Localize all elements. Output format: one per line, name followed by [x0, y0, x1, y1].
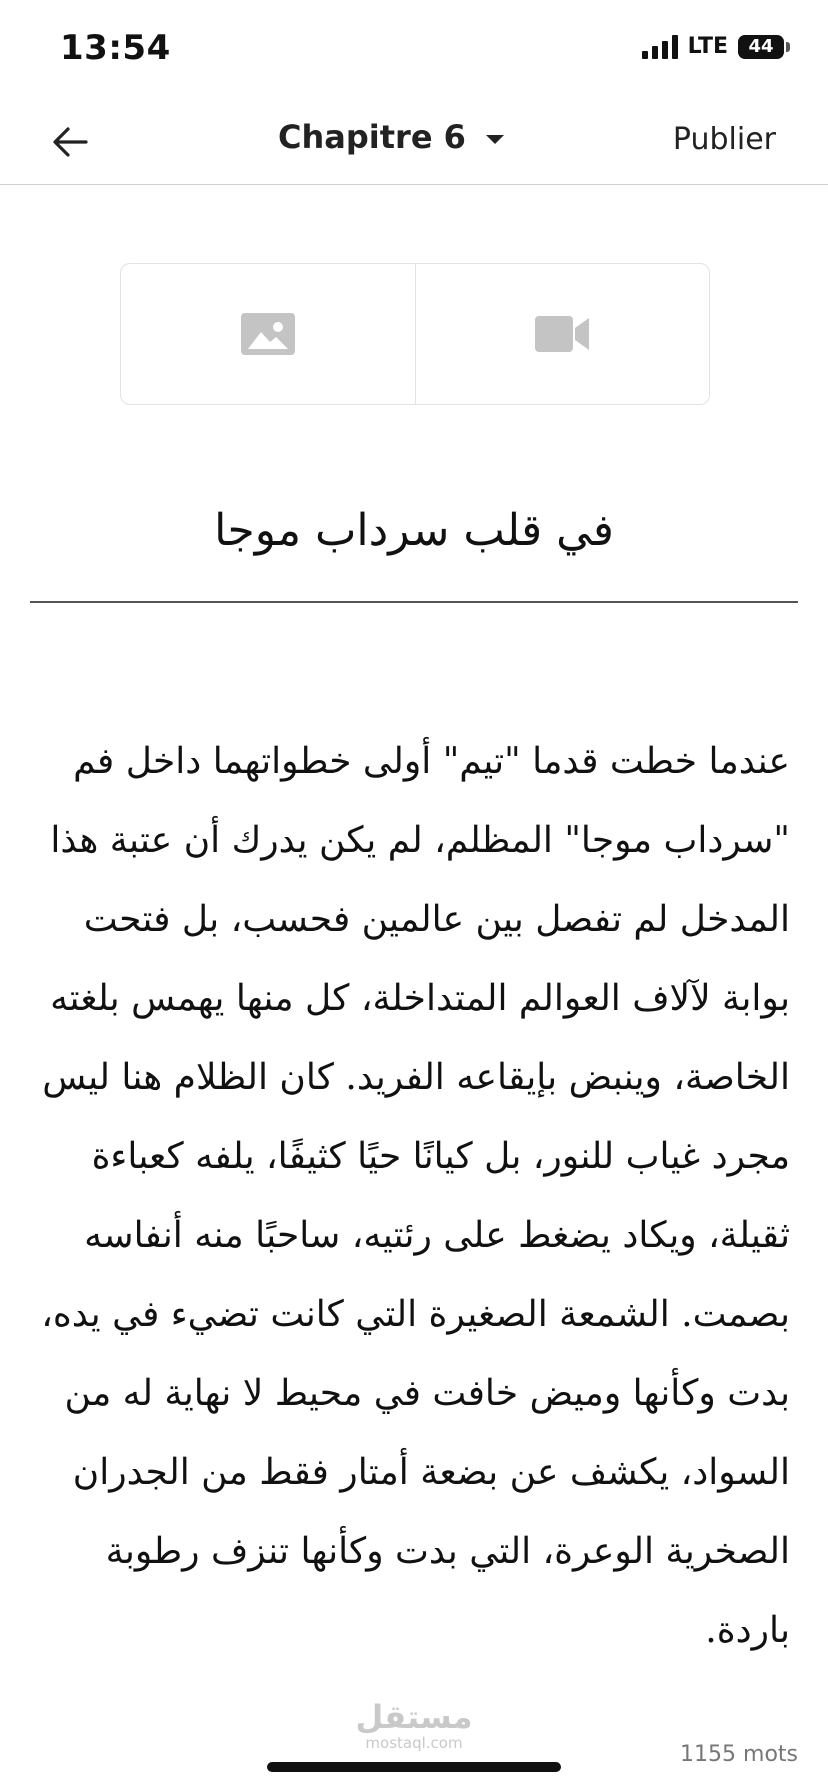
chapter-heading[interactable]: في قلب سرداب موجا — [214, 505, 614, 556]
status-bar — [0, 0, 828, 100]
media-insert-panel — [120, 263, 710, 405]
add-image-button[interactable] — [121, 264, 415, 404]
chevron-down-icon — [486, 135, 504, 144]
publish-button[interactable]: Publier — [672, 122, 776, 157]
battery-level: 44 — [748, 36, 774, 57]
watermark-logo — [354, 1700, 474, 1752]
chapter-title: Chapitre 6 — [278, 118, 466, 156]
network-label: LTE — [687, 34, 728, 59]
status-indicators — [642, 34, 790, 59]
status-time: 13:54 — [60, 28, 171, 68]
signal-icon — [642, 35, 678, 59]
battery-tip — [786, 42, 790, 52]
heading-divider — [30, 601, 798, 603]
watermark-arabic: مستقل — [355, 1698, 473, 1736]
arrow-left-icon — [48, 120, 92, 164]
home-indicator[interactable] — [267, 1762, 561, 1772]
chapter-selector[interactable] — [278, 118, 504, 156]
add-video-button[interactable] — [415, 264, 710, 404]
watermark-latin: mostaql.com — [365, 1734, 463, 1752]
editor-header — [0, 100, 828, 185]
back-button[interactable] — [48, 120, 92, 164]
battery-icon — [738, 35, 784, 59]
chapter-body[interactable]: عندما خطت قدما "تيم" أولى خطواتهما داخل فم "سرداب موجا" المظلم، لم يكن يدرك أن عتبة هذا المدخل لم تفصل بين عالمين فحسب، بل فتحت بوابة لآلاف العوالم المتداخلة، كل منها يهمس بلغته الخاصة، وينبض بإيقاعه الفريد. كان الظلام هنا ليس مجرد غياب للنور، بل كيانًا حيًا كثيفًا، يلفه كعباءة ثقيلة، ويكاد يضغط على رئتيه، ساحبًا منه أنفاسه بصمت. الشمعة الصغيرة التي كانت تضيء في يده، بدت وكأنها وميض خافت في محيط لا نهاية له من السواد، يكشف عن بضعة أمتار فقط من الجدران الصخرية الوعرة، التي بدت وكأنها تنزف رطوبة باردة. — [41, 741, 790, 1651]
image-icon — [240, 312, 296, 356]
word-count: 1155 mots — [680, 1742, 798, 1767]
video-camera-icon — [534, 314, 590, 354]
